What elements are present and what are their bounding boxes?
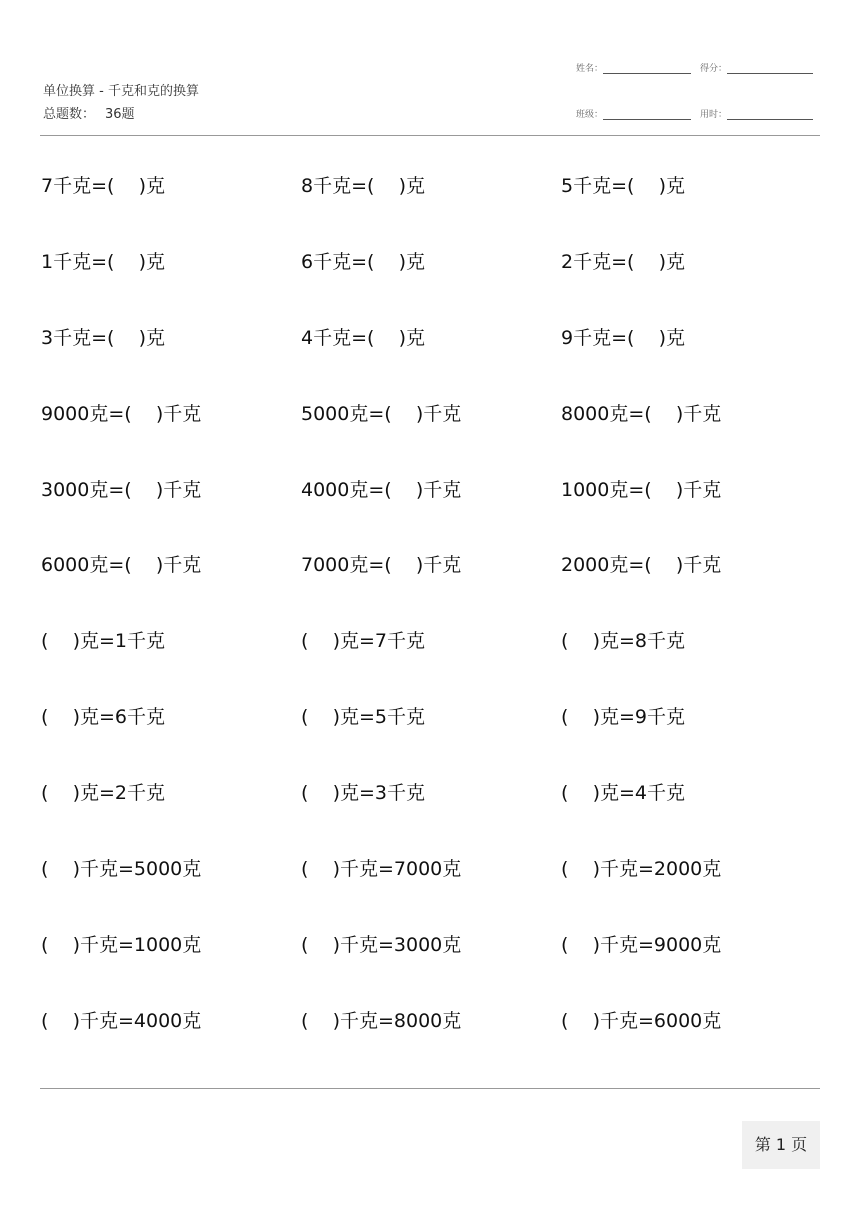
name-field-line[interactable] [603, 64, 691, 74]
footer-divider [40, 1088, 820, 1089]
problem-item[interactable]: ( )千克=6000克 [561, 1009, 722, 1032]
problem-item[interactable]: 3千克=( )克 [41, 326, 165, 349]
problem-item[interactable]: ( )千克=9000克 [561, 933, 722, 956]
problem-item[interactable]: ( )克=8千克 [561, 630, 685, 653]
problem-item[interactable]: 5千克=( )克 [561, 175, 685, 197]
problem-item[interactable]: 1千克=( )克 [41, 250, 165, 273]
problem-item[interactable]: 4000克=( )千克 [301, 478, 462, 501]
class-field[interactable] [576, 107, 691, 120]
problem-item[interactable]: 5000克=( )千克 [301, 402, 462, 425]
problem-item[interactable]: 6000克=( )千克 [41, 554, 202, 577]
problem-item[interactable]: 8千克=( )克 [301, 175, 425, 197]
page-number: 第 1 页 [742, 1121, 820, 1169]
time-field-line[interactable] [727, 110, 813, 120]
name-field[interactable] [576, 61, 691, 74]
problem-grid [41, 162, 821, 1073]
problem-item[interactable]: 1000克=( )千克 [561, 478, 722, 501]
problem-item[interactable]: ( )千克=3000克 [301, 933, 462, 956]
score-field[interactable] [700, 61, 813, 74]
problem-item[interactable]: ( )千克=7000克 [301, 858, 462, 881]
problem-item[interactable]: ( )千克=5000克 [41, 858, 202, 881]
problem-item[interactable]: 3000克=( )千克 [41, 478, 202, 501]
total-count-label: 总题数： [43, 107, 96, 122]
problem-item[interactable]: 9000克=( )千克 [41, 402, 202, 425]
score-field-label: 得分： [700, 64, 728, 74]
class-field-line[interactable] [603, 110, 691, 120]
problem-item[interactable]: 7千克=( )克 [41, 175, 165, 197]
score-field-line[interactable] [727, 64, 813, 74]
problem-item[interactable]: ( )克=1千克 [41, 630, 165, 653]
problem-item[interactable]: 6千克=( )克 [301, 250, 425, 273]
worksheet-title: 单位换算 - 千克和克的换算 [43, 84, 199, 99]
problem-item[interactable]: ( )克=9千克 [561, 706, 685, 729]
problem-item[interactable]: ( )克=2千克 [41, 782, 165, 805]
problem-item[interactable]: 2000克=( )千克 [561, 554, 722, 577]
problem-item[interactable]: ( )千克=1000克 [41, 933, 202, 956]
total-count-value: 36题 [105, 107, 135, 122]
problem-item[interactable]: ( )千克=4000克 [41, 1009, 202, 1032]
name-field-label: 姓名： [576, 64, 604, 74]
problem-item[interactable]: ( )千克=8000克 [301, 1009, 462, 1032]
problem-item[interactable]: 4千克=( )克 [301, 326, 425, 349]
problem-item[interactable]: ( )克=7千克 [301, 630, 425, 653]
problem-item[interactable]: ( )克=4千克 [561, 782, 685, 805]
class-field-label: 班级： [576, 110, 604, 120]
problem-item[interactable]: ( )克=5千克 [301, 706, 425, 729]
problem-item[interactable]: ( )克=6千克 [41, 706, 165, 729]
total-count [43, 103, 135, 122]
time-field-label: 用时： [700, 110, 728, 120]
problem-item[interactable]: 9千克=( )克 [561, 326, 685, 349]
problem-item[interactable]: 8000克=( )千克 [561, 402, 722, 425]
problem-item[interactable]: 7000克=( )千克 [301, 554, 462, 577]
header-divider [40, 135, 820, 136]
problem-item[interactable]: ( )千克=2000克 [561, 858, 722, 881]
problem-item[interactable]: ( )克=3千克 [301, 782, 425, 805]
problem-item[interactable]: 2千克=( )克 [561, 250, 685, 273]
time-field[interactable] [700, 107, 813, 120]
